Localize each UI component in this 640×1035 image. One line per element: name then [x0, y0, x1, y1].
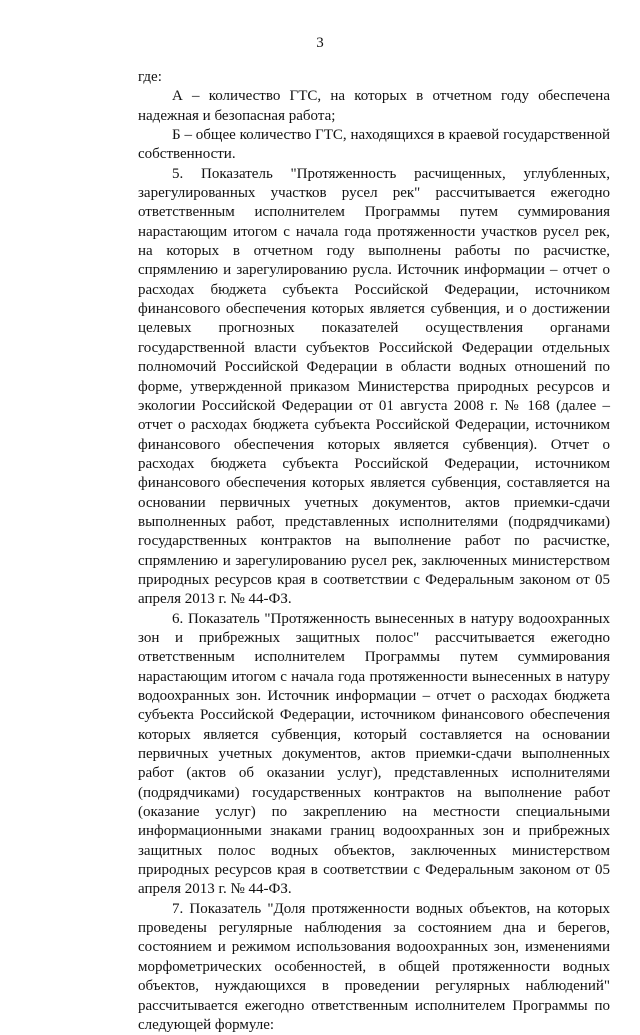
- paragraph-where: где:: [138, 69, 162, 85]
- paragraph-indicator-7: 7. Показатель "Доля протяженности водных объектов, на которых проведены регулярные наблюдения за состоянием дна и берегов, состоянием и режимом использования водоохранных зон, изменениями морфометрических особенностей, в общей протяженности водных объектов, нуждающихся в проведении регулярных наблюдений" рассчитывается ежегодно ответственным исполнителем Программы по следующей формуле:: [138, 900, 610, 1033]
- paragraph-definition-b: Б – общее количество ГТС, находящихся в краевой государственной собственности.: [138, 127, 610, 163]
- page-number: 3: [316, 35, 324, 51]
- paragraph-indicator-6: 6. Показатель "Протяженность вынесенных в натуру водоохранных зон и прибрежных защитных полос" рассчитывается ежегодно ответственным исполнителем Программы путем суммирования нарастающим итогом с начала года протяженности вынесенных в натуру водоохранных зон. Источник информации – отчет о расходах бюджета субъекта Российской Федерации, источником финансового обеспечения которых является субвенция, который составляется на основании первичных учетных документов, актов приемки-сдачи выполненных работ (актов об оказании услуг), представленных исполнителями (подрядчиками) государственных контрактов на выполнение работ (оказание услуг) по закреплению на местности специальными информационными знаками границ водоохранных зон и прибрежных защитных полос водных объектов, заключенных министерством природных ресурсов края в соответствии с Федеральным законом от 05 апреля 2013 г. № 44-ФЗ.: [138, 610, 610, 898]
- document-body: [138, 68, 610, 1035]
- paragraph-definition-a: А – количество ГТС, на которых в отчетном году обеспечена надежная и безопасная работа;: [138, 88, 610, 124]
- paragraph-indicator-5: 5. Показатель "Протяженность расчищенных, углубленных, зарегулированных участков русел рек" рассчитывается ежегодно ответственным исполнителем Программы путем суммирования нарастающим итогом с начала года протяженности участков русел рек, на которых в отчетном году выполнены работы по расчистке, спрямлению и зарегулированию русла. Источник информации – отчет о расходах бюджета субъекта Российской Федерации, источником финансового обеспечения которых является субвенция, и о достижении целевых прогнозных показателей осуществления органами государственной власти субъектов Российской Федерации отдельных полномочий Российской Федерации в области водных отношений по форме, утвержденной приказом Министерства природных ресурсов и экологии Российской Федерации от 01 августа 2008 г. № 168 (далее – отчет о расходах бюджета субъекта Российской Федерации, источником финансового обеспечения которых является субвенция). Отчет о расходах бюджета субъекта Российской Федерации, источником финансового обеспечения которых является субвенция, составляется на основании первичных учетных документов, актов приемки-сдачи выполненных работ, представленных исполнителями (подрядчиками) государственных контрактов на выполнение работ по расчистке, спрямлению и зарегулированию русел рек, заключенных министерством природных ресурсов края в соответствии с Федеральным законом от 05 апреля 2013 г. № 44-ФЗ.: [138, 165, 610, 608]
